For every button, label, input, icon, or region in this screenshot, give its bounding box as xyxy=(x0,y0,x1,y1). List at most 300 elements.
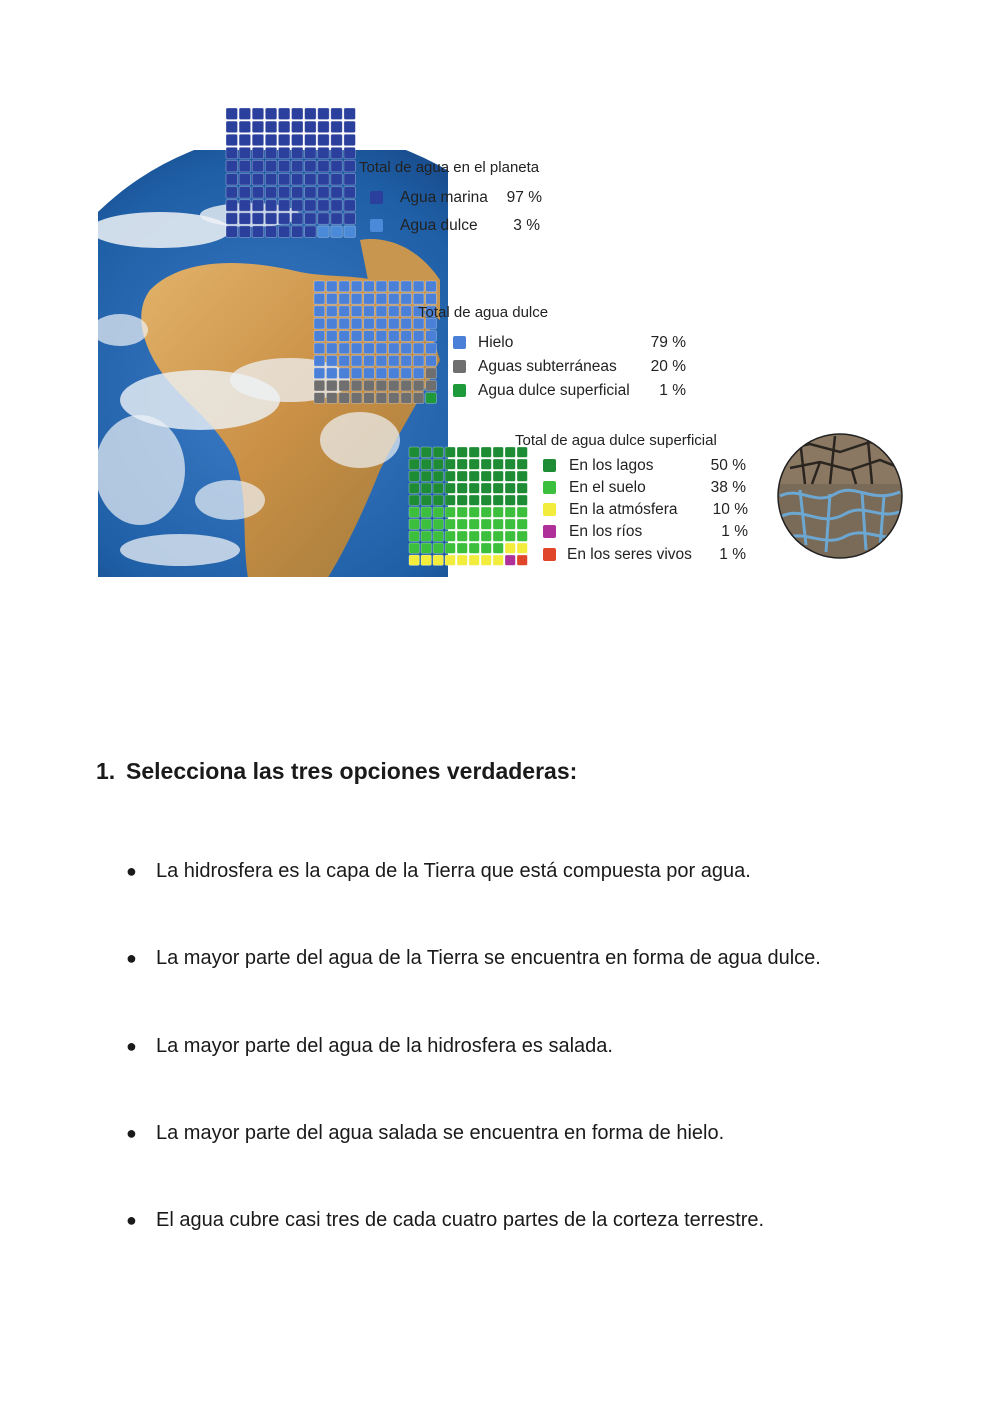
waffle-cell-planet-agua-marina xyxy=(252,134,264,146)
waffle-cell-fresh-aguas-subterráneas xyxy=(413,380,424,391)
waffle-cell-surface-en-los-lagos xyxy=(421,459,431,469)
waffle-cell-fresh-hielo xyxy=(314,368,325,379)
waffle-cell-surface-en-los-lagos xyxy=(481,459,491,469)
waffle-cell-planet-agua-marina xyxy=(226,147,238,159)
waffle-cell-fresh-hielo xyxy=(339,293,350,304)
legend-marker-hielo xyxy=(453,336,466,349)
waffle-cell-fresh-aguas-subterráneas xyxy=(339,380,350,391)
waffle-cell-planet-agua-marina xyxy=(292,160,304,172)
waffle-cell-fresh-hielo xyxy=(376,343,387,354)
waffle-cell-fresh-aguas-subterráneas xyxy=(339,393,350,404)
waffle-cell-surface-en-la-atmósfera xyxy=(517,543,527,553)
waffle-cell-planet-agua-marina xyxy=(318,200,330,212)
waffle-cell-surface-en-los-lagos xyxy=(517,483,527,493)
waffle-cell-surface-en-los-lagos xyxy=(469,447,479,457)
waffle-cell-surface-en-los-lagos xyxy=(445,459,455,469)
legend-marker-suelo xyxy=(543,481,556,494)
waffle-cell-surface-en-los-lagos xyxy=(517,459,527,469)
waffle-cell-surface-en-los-lagos xyxy=(469,495,479,505)
waffle-cell-planet-agua-marina xyxy=(331,121,343,133)
waffle-cell-surface-en-los-lagos xyxy=(445,495,455,505)
waffle-cell-surface-en-los-lagos xyxy=(457,447,467,457)
waffle-cell-planet-agua-marina xyxy=(331,160,343,172)
waffle-cell-planet-agua-marina xyxy=(252,160,264,172)
waffle-cell-planet-agua-marina xyxy=(278,187,290,199)
waffle-cell-planet-agua-marina xyxy=(252,174,264,186)
waffle-cell-fresh-hielo xyxy=(364,318,375,329)
waffle-cell-fresh-hielo xyxy=(401,281,412,292)
waffle-cell-planet-agua-marina xyxy=(226,213,238,225)
waffle-cell-surface-en-los-lagos xyxy=(493,471,503,481)
waffle-cell-fresh-hielo xyxy=(314,318,325,329)
waffle-cell-surface-en-el-suelo xyxy=(469,519,479,529)
legend-surface-title: Total de agua dulce superficial xyxy=(515,432,717,449)
waffle-cell-fresh-hielo xyxy=(413,281,424,292)
waffle-cell-fresh-aguas-subterráneas xyxy=(314,393,325,404)
waffle-cell-planet-agua-marina xyxy=(278,108,290,120)
waffle-cell-planet-agua-marina xyxy=(292,213,304,225)
waffle-cell-planet-agua-marina xyxy=(318,134,330,146)
waffle-cell-fresh-hielo xyxy=(351,306,362,317)
answer-option-5[interactable] xyxy=(126,1207,926,1233)
legend-label-aguas-subterraneas: Aguas subterráneas xyxy=(478,358,617,375)
waffle-cell-surface-en-los-lagos xyxy=(457,495,467,505)
waffle-cell-fresh-hielo xyxy=(388,281,399,292)
waffle-cell-surface-en-el-suelo xyxy=(469,543,479,553)
waffle-cell-surface-en-la-atmósfera xyxy=(457,555,467,565)
legend-value-rios: 1 % xyxy=(721,523,748,540)
waffle-cell-planet-agua-marina xyxy=(265,108,277,120)
waffle-cell-planet-agua-marina xyxy=(226,226,238,238)
answer-option-2[interactable] xyxy=(126,945,926,971)
waffle-cell-surface-en-el-suelo xyxy=(445,507,455,517)
waffle-cell-fresh-hielo xyxy=(351,368,362,379)
waffle-cell-surface-en-el-suelo xyxy=(517,519,527,529)
waffle-cell-planet-agua-marina xyxy=(226,108,238,120)
waffle-cell-surface-en-el-suelo xyxy=(409,507,419,517)
waffle-cell-planet-agua-marina xyxy=(318,187,330,199)
waffle-cell-surface-en-los-lagos xyxy=(457,483,467,493)
waffle-cell-surface-en-los-lagos xyxy=(409,459,419,469)
waffle-cell-surface-en-los-lagos xyxy=(421,495,431,505)
waffle-cell-fresh-aguas-subterráneas xyxy=(314,380,325,391)
waffle-cell-planet-agua-marina xyxy=(305,226,317,238)
bullet-icon: ● xyxy=(126,1210,137,1230)
waffle-cell-surface-en-los-lagos xyxy=(421,471,431,481)
waffle-cell-planet-agua-marina xyxy=(318,108,330,120)
waffle-cell-surface-en-la-atmósfera xyxy=(421,555,431,565)
legend-label-lagos: En los lagos xyxy=(569,457,654,474)
waffle-cell-fresh-hielo xyxy=(401,355,412,366)
waffle-cell-planet-agua-marina xyxy=(292,226,304,238)
waffle-cell-planet-agua-marina xyxy=(252,226,264,238)
waffle-cell-surface-en-el-suelo xyxy=(409,531,419,541)
waffle-cell-surface-en-los-lagos xyxy=(493,447,503,457)
waffle-cell-planet-agua-dulce xyxy=(331,226,343,238)
waffle-cell-surface-en-el-suelo xyxy=(517,507,527,517)
waffle-cell-planet-agua-marina xyxy=(226,200,238,212)
waffle-cell-fresh-aguas-subterráneas xyxy=(388,380,399,391)
waffle-cell-fresh-hielo xyxy=(376,306,387,317)
waffle-cell-surface-en-los-lagos xyxy=(457,471,467,481)
waffle-cell-fresh-hielo xyxy=(314,281,325,292)
waffle-cell-planet-agua-marina xyxy=(226,121,238,133)
waffle-cell-fresh-hielo xyxy=(401,331,412,342)
waffle-cell-fresh-hielo xyxy=(314,355,325,366)
waffle-cell-fresh-hielo xyxy=(314,343,325,354)
waffle-cell-surface-en-el-suelo xyxy=(481,507,491,517)
waffle-cell-fresh-hielo xyxy=(326,281,337,292)
waffle-cell-planet-agua-marina xyxy=(292,108,304,120)
waffle-cell-fresh-hielo xyxy=(326,293,337,304)
waffle-cell-planet-agua-marina xyxy=(318,147,330,159)
waffle-cell-fresh-hielo xyxy=(364,355,375,366)
waffle-cell-planet-agua-marina xyxy=(278,147,290,159)
waffle-cell-fresh-hielo xyxy=(401,368,412,379)
legend-value-lagos: 50 % xyxy=(710,457,746,474)
waffle-cell-surface-en-los-ríos xyxy=(505,555,515,565)
waffle-cell-planet-agua-marina xyxy=(265,213,277,225)
waffle-cell-planet-agua-marina xyxy=(331,134,343,146)
waffle-cell-planet-agua-marina xyxy=(252,108,264,120)
waffle-cell-planet-agua-marina xyxy=(278,213,290,225)
waffle-cell-fresh-hielo xyxy=(413,331,424,342)
waffle-cell-planet-agua-marina xyxy=(239,108,251,120)
waffle-cell-fresh-aguas-subterráneas xyxy=(401,380,412,391)
waffle-cell-fresh-hielo xyxy=(413,355,424,366)
waffle-cell-surface-en-los-lagos xyxy=(493,459,503,469)
waffle-cell-surface-en-los-lagos xyxy=(421,483,431,493)
waffle-cell-planet-agua-marina xyxy=(226,187,238,199)
waffle-cell-planet-agua-marina xyxy=(318,121,330,133)
waffle-cell-planet-agua-marina xyxy=(278,226,290,238)
waffle-cell-surface-en-los-lagos xyxy=(469,471,479,481)
waffle-cell-planet-agua-marina xyxy=(305,134,317,146)
waffle-cell-fresh-hielo xyxy=(326,331,337,342)
waffle-cell-surface-en-los-lagos xyxy=(433,483,443,493)
waffle-cell-fresh-hielo xyxy=(388,318,399,329)
waffle-cell-surface-en-el-suelo xyxy=(445,531,455,541)
waffle-cell-surface-en-el-suelo xyxy=(457,531,467,541)
waffle-cell-surface-en-los-lagos xyxy=(505,459,515,469)
waffle-cell-fresh-aguas-subterráneas xyxy=(401,393,412,404)
waffle-cell-fresh-hielo xyxy=(339,343,350,354)
waffle-cell-surface-en-la-atmósfera xyxy=(445,555,455,565)
question-number: 1. xyxy=(96,758,116,784)
waffle-cell-surface-en-la-atmósfera xyxy=(469,555,479,565)
waffle-cell-fresh-agua-dulce-superficial xyxy=(426,393,437,404)
waffle-cell-fresh-hielo xyxy=(351,281,362,292)
waffle-cell-fresh-hielo xyxy=(326,318,337,329)
waffle-cell-surface-en-los-lagos xyxy=(493,483,503,493)
answer-option-3[interactable] xyxy=(126,1033,926,1059)
waffle-cell-fresh-hielo xyxy=(388,355,399,366)
waffle-cell-surface-en-los-lagos xyxy=(481,483,491,493)
waffle-cell-fresh-hielo xyxy=(326,368,337,379)
waffle-cell-fresh-hielo xyxy=(339,331,350,342)
question-heading xyxy=(96,758,577,785)
waffle-cell-fresh-hielo xyxy=(351,331,362,342)
waffle-cell-surface-en-el-suelo xyxy=(481,519,491,529)
waffle-cell-fresh-hielo xyxy=(388,331,399,342)
waffle-cell-fresh-aguas-subterráneas xyxy=(351,380,362,391)
answer-option-4[interactable] xyxy=(126,1120,926,1146)
waffle-cell-surface-en-los-lagos xyxy=(445,447,455,457)
waffle-cell-surface-en-los-lagos xyxy=(433,459,443,469)
waffle-cell-planet-agua-marina xyxy=(318,160,330,172)
legend-label-rios: En los ríos xyxy=(569,523,643,540)
waffle-cell-planet-agua-marina xyxy=(331,174,343,186)
waffle-cell-planet-agua-marina xyxy=(252,213,264,225)
waffle-cell-fresh-hielo xyxy=(326,306,337,317)
waffle-cell-surface-en-los-lagos xyxy=(505,495,515,505)
waffle-cell-surface-en-la-atmósfera xyxy=(493,555,503,565)
waffle-cell-surface-en-el-suelo xyxy=(445,543,455,553)
legend-marker-atmosfera xyxy=(543,503,556,516)
waffle-cell-fresh-hielo xyxy=(351,343,362,354)
waffle-cell-surface-en-los-lagos xyxy=(517,471,527,481)
waffle-cell-planet-agua-marina xyxy=(292,121,304,133)
waffle-cell-surface-en-los-lagos xyxy=(517,495,527,505)
waffle-cell-fresh-hielo xyxy=(426,355,437,366)
waffle-cell-planet-agua-marina xyxy=(265,134,277,146)
waffle-cell-fresh-hielo xyxy=(426,343,437,354)
waffle-cell-surface-en-el-suelo xyxy=(421,507,431,517)
bullet-icon: ● xyxy=(126,861,137,881)
water-distribution-infographic xyxy=(0,0,1000,600)
waffle-cell-planet-agua-marina xyxy=(239,160,251,172)
waffle-cell-surface-en-el-suelo xyxy=(457,507,467,517)
waffle-cell-surface-en-los-lagos xyxy=(481,471,491,481)
waffle-cell-fresh-hielo xyxy=(364,293,375,304)
waffle-cell-fresh-hielo xyxy=(376,368,387,379)
waffle-cell-planet-agua-marina xyxy=(292,200,304,212)
waffle-cell-planet-agua-marina xyxy=(344,187,356,199)
soil-cross-section-image xyxy=(776,432,906,562)
waffle-cell-fresh-hielo xyxy=(351,355,362,366)
waffle-cell-fresh-hielo xyxy=(339,318,350,329)
waffle-cell-planet-agua-marina xyxy=(278,121,290,133)
legend-surface-water xyxy=(515,432,748,563)
legend-label-agua-dulce: Agua dulce xyxy=(400,217,478,234)
waffle-cell-surface-en-los-lagos xyxy=(457,459,467,469)
waffle-cell-planet-agua-marina xyxy=(292,147,304,159)
waffle-cell-fresh-hielo xyxy=(401,343,412,354)
legend-marker-rios xyxy=(543,525,556,538)
waffle-cell-planet-agua-marina xyxy=(265,121,277,133)
legend-value-hielo: 79 % xyxy=(650,334,686,351)
waffle-cell-fresh-hielo xyxy=(376,318,387,329)
waffle-cell-surface-en-el-suelo xyxy=(457,543,467,553)
legend-marker-agua-dulce xyxy=(370,219,383,232)
waffle-cell-planet-agua-dulce xyxy=(344,226,356,238)
waffle-cell-surface-en-el-suelo xyxy=(409,543,419,553)
waffle-cell-fresh-hielo xyxy=(388,368,399,379)
legend-label-agua-marina: Agua marina xyxy=(400,189,488,206)
waffle-cell-planet-agua-marina xyxy=(331,200,343,212)
waffle-cell-planet-agua-marina xyxy=(344,121,356,133)
waffle-cell-planet-agua-marina xyxy=(252,200,264,212)
waffle-cell-surface-en-los-lagos xyxy=(421,447,431,457)
waffle-cell-fresh-hielo xyxy=(351,293,362,304)
waffle-cell-surface-en-los-lagos xyxy=(505,483,515,493)
waffle-cell-planet-agua-dulce xyxy=(318,226,330,238)
waffle-cell-fresh-hielo xyxy=(339,281,350,292)
waffle-cell-fresh-hielo xyxy=(364,343,375,354)
waffle-cell-fresh-hielo xyxy=(376,331,387,342)
waffle-cell-surface-en-la-atmósfera xyxy=(433,555,443,565)
waffle-cell-planet-agua-marina xyxy=(305,160,317,172)
waffle-cell-surface-en-el-suelo xyxy=(481,543,491,553)
question-text: Selecciona las tres opciones verdaderas: xyxy=(126,758,578,784)
waffle-cell-fresh-hielo xyxy=(364,331,375,342)
waffle-cell-surface-en-el-suelo xyxy=(505,531,515,541)
answer-option-5-text: El agua cubre casi tres de cada cuatro partes de la corteza terrestre. xyxy=(156,1209,765,1231)
waffle-cell-fresh-hielo xyxy=(351,318,362,329)
waffle-cell-fresh-hielo xyxy=(339,355,350,366)
waffle-cell-surface-en-el-suelo xyxy=(421,531,431,541)
waffle-cell-surface-en-el-suelo xyxy=(421,543,431,553)
waffle-cell-fresh-hielo xyxy=(401,293,412,304)
waffle-cell-planet-agua-marina xyxy=(344,200,356,212)
waffle-cell-fresh-hielo xyxy=(314,331,325,342)
waffle-cell-surface-en-los-lagos xyxy=(445,483,455,493)
waffle-cell-fresh-hielo xyxy=(339,368,350,379)
waffle-cell-fresh-hielo xyxy=(314,293,325,304)
waffle-cell-fresh-aguas-subterráneas xyxy=(326,380,337,391)
waffle-cell-planet-agua-marina xyxy=(344,174,356,186)
waffle-cell-planet-agua-marina xyxy=(265,160,277,172)
waffle-cell-fresh-hielo xyxy=(376,281,387,292)
waffle-cell-surface-en-los-lagos xyxy=(409,447,419,457)
waffle-cell-planet-agua-marina xyxy=(344,147,356,159)
legend-value-aguas-subterraneas: 20 % xyxy=(650,358,686,375)
waffle-cell-surface-en-los-lagos xyxy=(433,447,443,457)
waffle-cell-planet-agua-marina xyxy=(265,174,277,186)
waffle-cell-fresh-aguas-subterráneas xyxy=(426,368,437,379)
waffle-cell-surface-en-el-suelo xyxy=(493,507,503,517)
waffle-cell-fresh-aguas-subterráneas xyxy=(376,380,387,391)
waffle-cell-planet-agua-marina xyxy=(292,174,304,186)
waffle-cell-surface-en-el-suelo xyxy=(493,543,503,553)
waffle-cell-surface-en-el-suelo xyxy=(445,519,455,529)
legend-value-seres-vivos: 1 % xyxy=(719,546,746,563)
legend-value-agua-marina: 97 % xyxy=(506,189,542,206)
waffle-cell-fresh-hielo xyxy=(339,306,350,317)
waffle-cell-fresh-hielo xyxy=(314,306,325,317)
waffle-cell-planet-agua-marina xyxy=(305,147,317,159)
waffle-cell-fresh-aguas-subterráneas xyxy=(376,393,387,404)
legend-value-atmosfera: 10 % xyxy=(712,501,748,518)
waffle-cell-surface-en-el-suelo xyxy=(505,519,515,529)
waffle-cell-planet-agua-marina xyxy=(305,200,317,212)
waffle-cell-fresh-aguas-subterráneas xyxy=(351,393,362,404)
waffle-cell-surface-en-el-suelo xyxy=(517,531,527,541)
waffle-cell-fresh-aguas-subterráneas xyxy=(413,393,424,404)
waffle-cell-surface-en-los-seres-vivos xyxy=(517,555,527,565)
waffle-cell-surface-en-el-suelo xyxy=(421,519,431,529)
waffle-cell-planet-agua-marina xyxy=(331,108,343,120)
waffle-cell-surface-en-los-lagos xyxy=(505,471,515,481)
waffle-cell-planet-agua-marina xyxy=(265,147,277,159)
waffle-cell-planet-agua-marina xyxy=(305,213,317,225)
waffle-cell-planet-agua-marina xyxy=(265,187,277,199)
waffle-cell-fresh-hielo xyxy=(426,293,437,304)
waffle-cell-fresh-aguas-subterráneas xyxy=(364,380,375,391)
legend-marker-lagos xyxy=(543,459,556,472)
waffle-cell-surface-en-los-lagos xyxy=(469,459,479,469)
waffle-cell-surface-en-el-suelo xyxy=(493,519,503,529)
waffle-cell-fresh-hielo xyxy=(401,306,412,317)
waffle-cell-surface-en-los-lagos xyxy=(469,483,479,493)
waffle-cell-fresh-hielo xyxy=(413,293,424,304)
waffle-cell-fresh-aguas-subterráneas xyxy=(326,393,337,404)
legend-label-agua-dulce-superficial: Agua dulce superficial xyxy=(478,382,630,399)
legend-marker-agua-dulce-superficial xyxy=(453,384,466,397)
answer-option-4-text: La mayor parte del agua salada se encuentra en forma de hielo. xyxy=(156,1122,725,1144)
waffle-cell-planet-agua-marina xyxy=(278,200,290,212)
waffle-cell-surface-en-el-suelo xyxy=(457,519,467,529)
waffle-cell-surface-en-la-atmósfera xyxy=(505,543,515,553)
waffle-cell-planet-agua-marina xyxy=(226,134,238,146)
legend-value-agua-dulce-superficial: 1 % xyxy=(659,382,686,399)
waffle-cell-fresh-aguas-subterráneas xyxy=(364,393,375,404)
waffle-cell-planet-agua-marina xyxy=(278,134,290,146)
legend-value-agua-dulce: 3 % xyxy=(513,217,540,234)
bullet-icon: ● xyxy=(126,1123,137,1143)
waffle-cell-planet-agua-marina xyxy=(305,174,317,186)
waffle-cell-planet-agua-marina xyxy=(265,200,277,212)
waffle-cell-surface-en-los-lagos xyxy=(493,495,503,505)
waffle-cell-surface-en-los-lagos xyxy=(433,471,443,481)
waffle-cell-fresh-hielo xyxy=(426,281,437,292)
waffle-cell-planet-agua-marina xyxy=(239,174,251,186)
waffle-cell-fresh-aguas-subterráneas xyxy=(388,393,399,404)
waffle-cell-surface-en-los-lagos xyxy=(409,471,419,481)
waffle-cell-surface-en-el-suelo xyxy=(505,507,515,517)
waffle-cell-surface-en-el-suelo xyxy=(433,543,443,553)
answer-option-1[interactable] xyxy=(126,858,926,884)
waffle-cell-planet-agua-marina xyxy=(344,160,356,172)
waffle-cell-planet-agua-marina xyxy=(252,121,264,133)
waffle-cell-fresh-aguas-subterráneas xyxy=(426,380,437,391)
legend-planet-title: Total de agua en el planeta xyxy=(359,159,540,176)
answer-option-2-text: La mayor parte del agua de la Tierra se encuentra en forma de agua dulce. xyxy=(156,947,821,969)
waffle-cell-planet-agua-marina xyxy=(305,121,317,133)
waffle-cell-surface-en-los-lagos xyxy=(445,471,455,481)
waffle-cell-surface-en-el-suelo xyxy=(469,507,479,517)
waffle-cell-planet-agua-marina xyxy=(305,108,317,120)
waffle-cell-fresh-hielo xyxy=(376,355,387,366)
waffle-cell-planet-agua-marina xyxy=(226,174,238,186)
waffle-cell-fresh-hielo xyxy=(388,293,399,304)
waffle-cell-planet-agua-marina xyxy=(331,213,343,225)
waffle-cell-planet-agua-marina xyxy=(318,213,330,225)
waffle-cell-planet-agua-marina xyxy=(278,160,290,172)
waffle-cell-surface-en-el-suelo xyxy=(433,507,443,517)
legend-marker-aguas-subterraneas xyxy=(453,360,466,373)
legend-label-seres-vivos: En los seres vivos xyxy=(567,546,692,563)
waffle-cell-surface-en-el-suelo xyxy=(433,519,443,529)
legend-label-hielo: Hielo xyxy=(478,334,514,351)
answer-option-3-text: La mayor parte del agua de la hidrosfera es salada. xyxy=(156,1035,613,1057)
waffle-cell-fresh-hielo xyxy=(364,368,375,379)
legend-marker-agua-marina xyxy=(370,191,383,204)
waffle-cell-fresh-hielo xyxy=(413,343,424,354)
waffle-cell-planet-agua-marina xyxy=(239,121,251,133)
waffle-cell-fresh-hielo xyxy=(376,293,387,304)
waffle-cell-planet-agua-marina xyxy=(252,147,264,159)
